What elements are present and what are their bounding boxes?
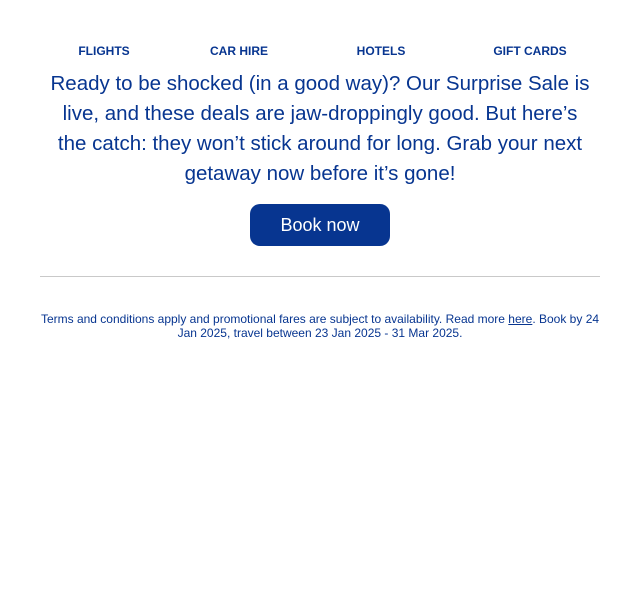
nav-link-hotels[interactable]: HOTELS [356, 44, 406, 58]
nav-link-flights[interactable]: FLIGHTS [78, 44, 130, 58]
nav-link-car-hire[interactable]: CAR HIRE [209, 44, 269, 58]
terms-text [36, 312, 604, 340]
terms-read-more-link[interactable]: here [508, 312, 533, 326]
book-now-button[interactable]: Book now [250, 204, 390, 246]
divider [40, 276, 600, 277]
hero-text: Ready to be shocked (in a good way)? Our Surprise Sale is live, and these deals are jaw-droppingly good. But here’s the catch: they won’t stick around for long. Grab your next getaway now before it’s gone! [50, 72, 590, 185]
terms-text-part-1: Terms and conditions apply and promotional fares are subject to availability. Read more [40, 312, 509, 326]
top-nav [0, 44, 640, 60]
terms-text-part-2: . Book by 24 Jan 2025, travel between 23 Jan 2025 - 31 Mar 2025. [177, 312, 600, 340]
nav-link-gift-cards[interactable]: GIFT CARDS [493, 44, 567, 58]
